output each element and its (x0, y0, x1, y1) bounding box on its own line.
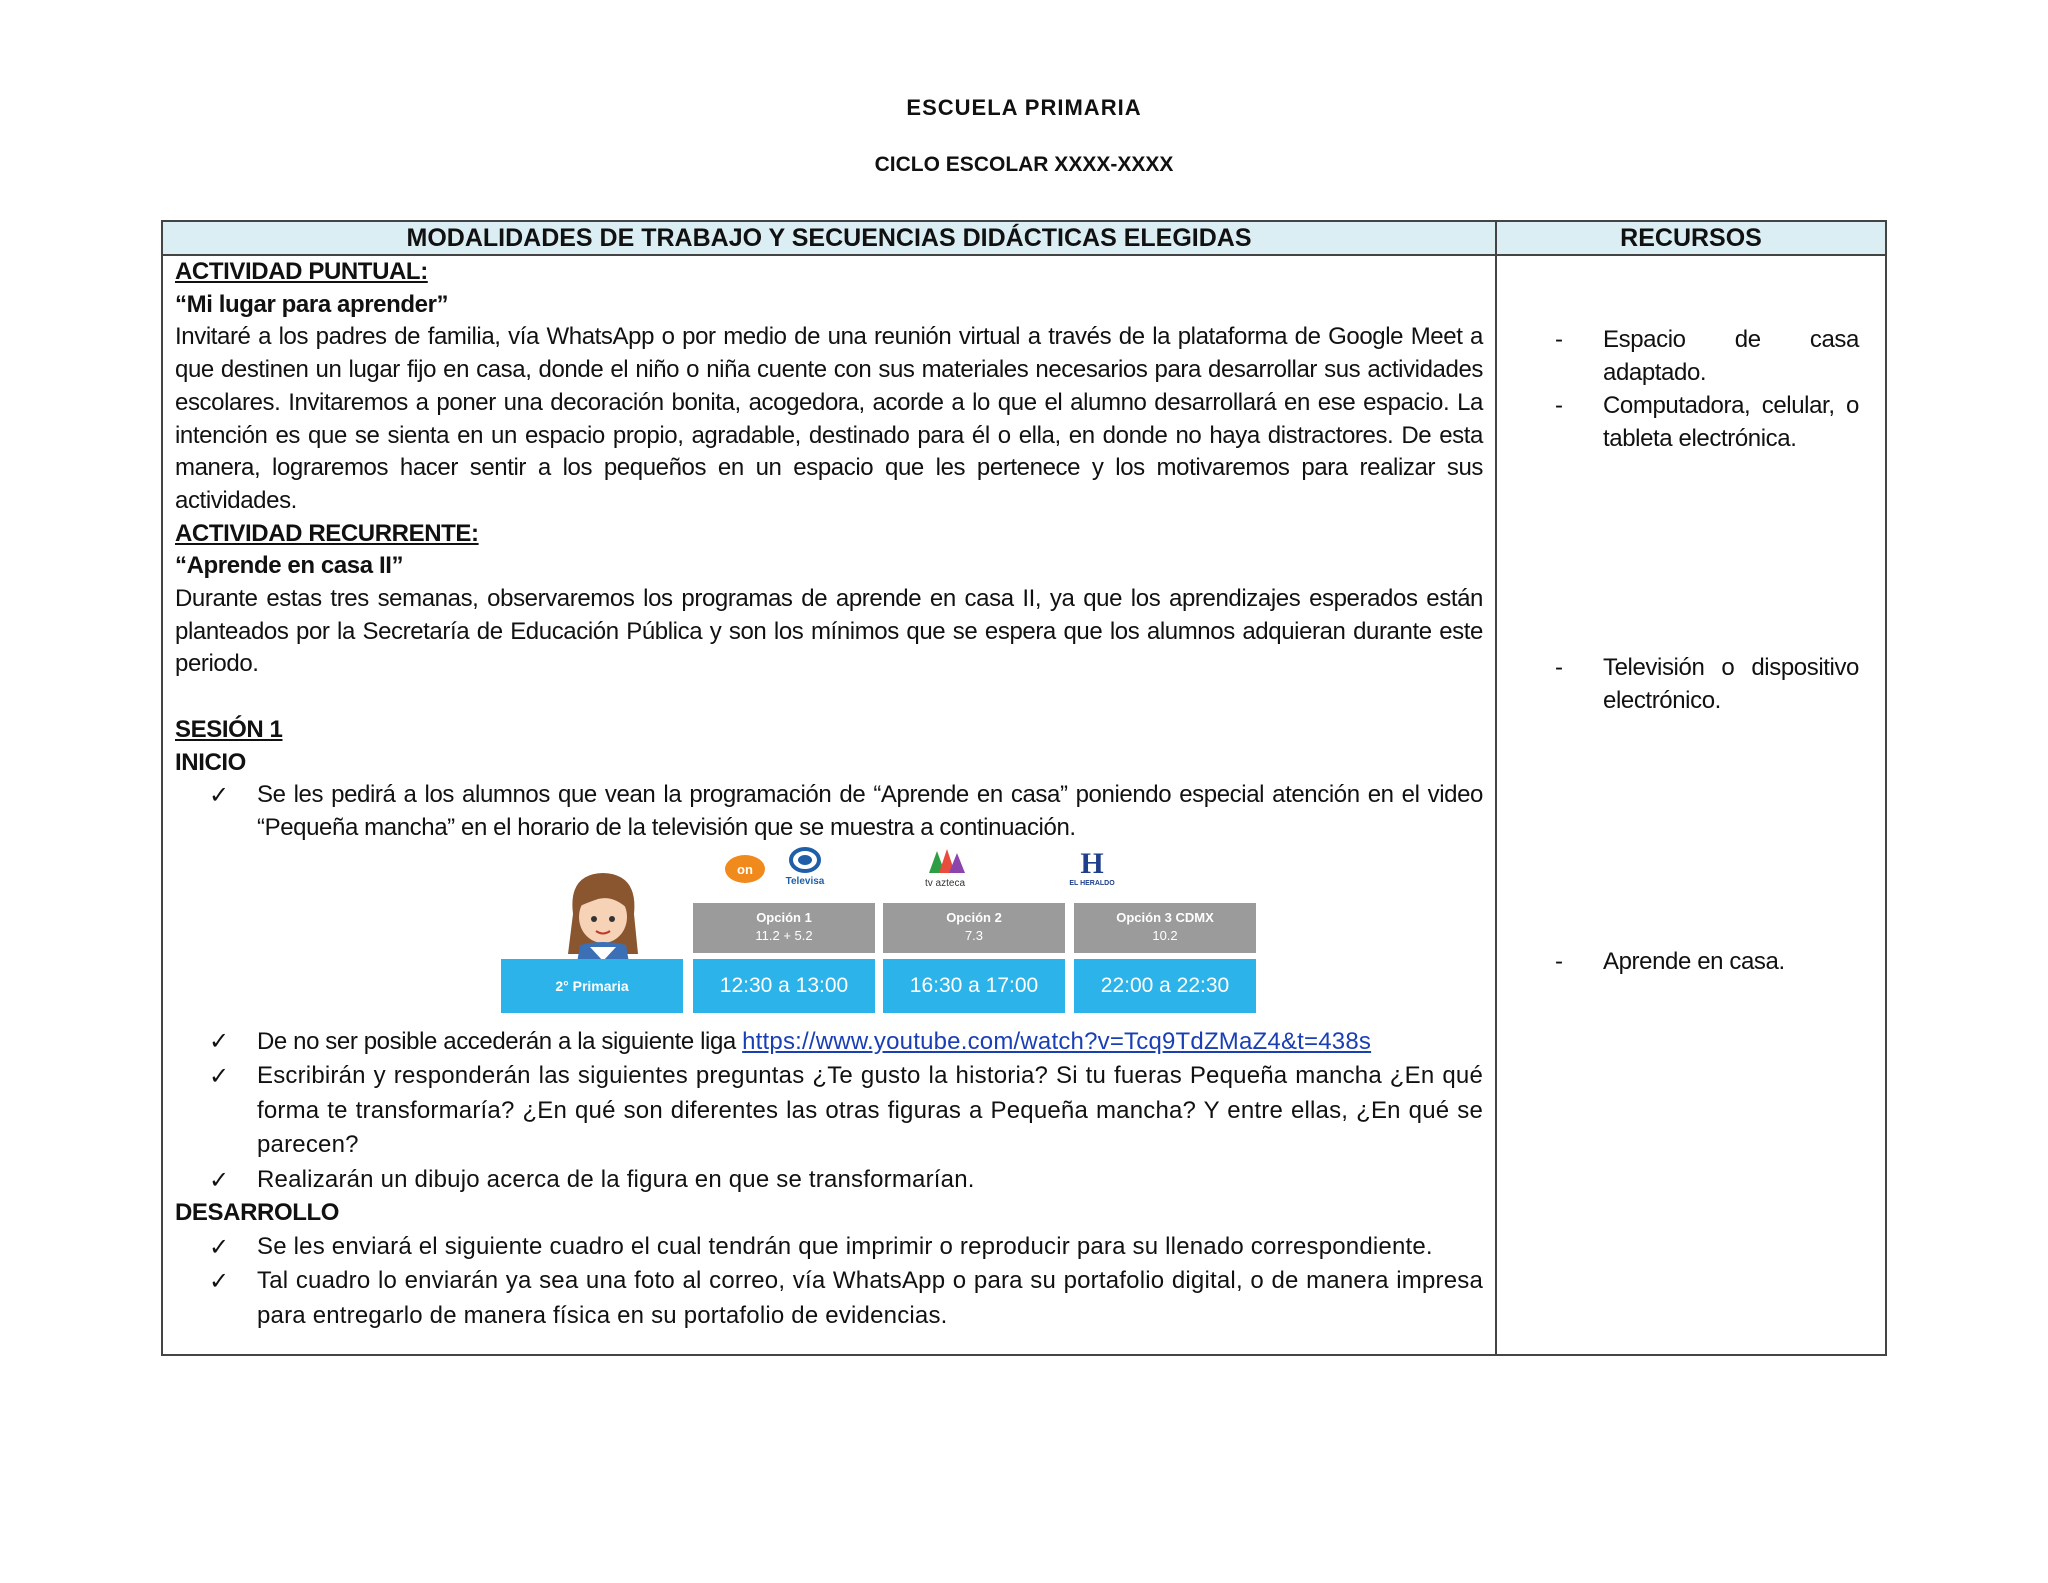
resource-item (1497, 946, 1859, 979)
tv-schedule-graphic (175, 847, 1483, 1025)
desarrollo-heading: DESARROLLO (175, 1199, 340, 1227)
planning-table (161, 220, 1887, 1356)
youtube-link[interactable]: https://www.youtube.com/watch?v=Tcq9TdZMaZ4&t=438s (742, 1027, 1372, 1055)
resource-item (1497, 652, 1859, 717)
option-2-header (883, 903, 1065, 953)
svg-text:on: on (737, 861, 753, 877)
session-heading: SESIÓN 1 (175, 715, 283, 743)
recursos-cell (1496, 255, 1886, 1355)
school-title: ESCUELA PRIMARIA (906, 95, 1142, 120)
resource-text: Computadora, celular, o tableta electrónica. (1603, 392, 1859, 452)
option-3-time: 22:00 a 22:30 (1074, 959, 1256, 1013)
check-icon: ✓ (209, 1026, 229, 1055)
list-item (209, 1230, 1483, 1265)
check-icon: ✓ (209, 1232, 230, 1261)
list-item (209, 1163, 1483, 1198)
list-item-text: Tal cuadro lo enviarán ya sea una foto al correo, vía WhatsApp o para su portafolio digital, o de manera impresa para entregarlo de manera física en su portafolio de evidencias. (257, 1267, 1483, 1329)
check-icon: ✓ (209, 1165, 230, 1194)
tv-azteca-logo-text: tv azteca (924, 877, 966, 889)
svg-text:H: H (1080, 846, 1104, 877)
activity-recurrente-text: Durante estas tres semanas, observaremos los programas de aprende en casa II, ya que los aprendizajes esperados están planteados por la Secretaría de Educación Pública y son los mínimos que se espera que los alumnos adquieran durante este periodo. (175, 585, 1483, 678)
resource-dash: - (1555, 654, 1563, 681)
resource-item (1497, 324, 1859, 389)
resource-item (1497, 390, 1859, 455)
resource-text: Aprende en casa. (1603, 948, 1785, 975)
resource-dash: - (1555, 948, 1563, 975)
list-item (209, 779, 1483, 844)
activity-puntual-text: Invitaré a los padres de familia, vía WhatsApp o por medio de una reunión virtual a través de la plataforma de Google Meet a que destinen un lugar fijo en casa, donde el niño o niña cuente con sus materiales necesarios para desarrollar sus actividades escolares. Invitaremos a poner una decoración bonita, acogedora, acorde a lo que el alumno desarrollará en ese espacio. La intención es que se sienta en un espacio propio, agradable, destinado para él o ella, en donde no haya distractores. De esta manera, lograremos hacer sentir a los pequeños en un espacio que les pertenece y los motivaremos para realizar sus actividades. (175, 323, 1483, 514)
list-item-text: Escribirán y responderán las siguientes preguntas ¿Te gusto la historia? Si tu fueras Pequeña mancha ¿En qué forma te transformaría? ¿En qué son diferentes las otras figuras a Pequeña mancha? Y entre ellas, ¿En qué se parecen? (257, 1062, 1483, 1159)
option-1-time: 12:30 a 13:00 (693, 959, 875, 1013)
grade-label: 2° Primaria (501, 959, 683, 1013)
option-3-title: Opción 3 CDMX (1116, 909, 1214, 925)
resource-dash: - (1555, 326, 1563, 353)
option-3-header (1074, 903, 1256, 953)
table-header-row (162, 221, 1886, 255)
option-2-title: Opción 2 (946, 909, 1002, 925)
activity-recurrente-heading: ACTIVIDAD RECURRENTE: (175, 519, 479, 547)
activity-puntual-name: “Mi lugar para aprender” (175, 290, 449, 318)
inicio-list-continued (175, 1025, 1483, 1060)
option-2-time: 16:30 a 17:00 (883, 959, 1065, 1013)
check-icon: ✓ (209, 1062, 230, 1091)
list-item (209, 1264, 1483, 1333)
check-icon: ✓ (209, 781, 229, 810)
modalidades-cell (162, 255, 1496, 1355)
option-1-header (693, 903, 875, 953)
inicio-list-questions (175, 1059, 1483, 1197)
list-item-text: Se les pedirá a los alumnos que vean la programación de “Aprende en casa” poniendo especial atención en el video “Pequeña mancha” en el horario de la televisión que se muestra a continuación. (257, 781, 1483, 841)
option-3-channels: 10.2 (1152, 927, 1178, 943)
canal-once-logo (722, 849, 768, 885)
resource-text: Espacio de casa adaptado. (1603, 326, 1859, 386)
resource-text: Televisión o dispositivo electrónico. (1603, 654, 1859, 714)
televisa-logo (775, 847, 835, 887)
list-item-text: De no ser posible accederán a la siguiente liga (257, 1027, 743, 1055)
option-2-channels: 7.3 (964, 927, 984, 943)
activity-recurrente-name: “Aprende en casa II” (175, 552, 404, 580)
column-header-recursos: RECURSOS (1496, 221, 1886, 255)
tv-azteca-logo (915, 847, 975, 889)
girl-illustration (558, 869, 648, 969)
el-heraldo-logo (1057, 847, 1127, 887)
resource-dash: - (1555, 392, 1563, 419)
desarrollo-list (175, 1230, 1483, 1334)
school-cycle: CICLO ESCOLAR XXXX-XXXX (874, 153, 1174, 176)
inicio-list (175, 779, 1483, 844)
list-item (209, 1025, 1483, 1060)
column-header-modalidades: MODALIDADES DE TRABAJO Y SECUENCIAS DIDÁCTICAS ELEGIDAS (162, 221, 1496, 255)
televisa-logo-text: Televisa (785, 875, 825, 887)
list-item-text: Se les enviará el siguiente cuadro el cual tendrán que imprimir o reproducir para su llenado correspondiente. (257, 1232, 1433, 1260)
inicio-heading: INICIO (175, 748, 246, 776)
list-item-text: Realizarán un dibujo acerca de la figura en que se transformarían. (257, 1165, 975, 1193)
el-heraldo-logo-text: EL HERALDO (1069, 879, 1115, 887)
check-icon: ✓ (209, 1267, 230, 1296)
activity-puntual-heading: ACTIVIDAD PUNTUAL: (175, 258, 428, 285)
option-1-title: Opción 1 (756, 909, 812, 925)
list-item (209, 1059, 1483, 1163)
option-1-channels: 11.2 + 5.2 (755, 927, 813, 943)
table-body-row (162, 255, 1886, 1355)
